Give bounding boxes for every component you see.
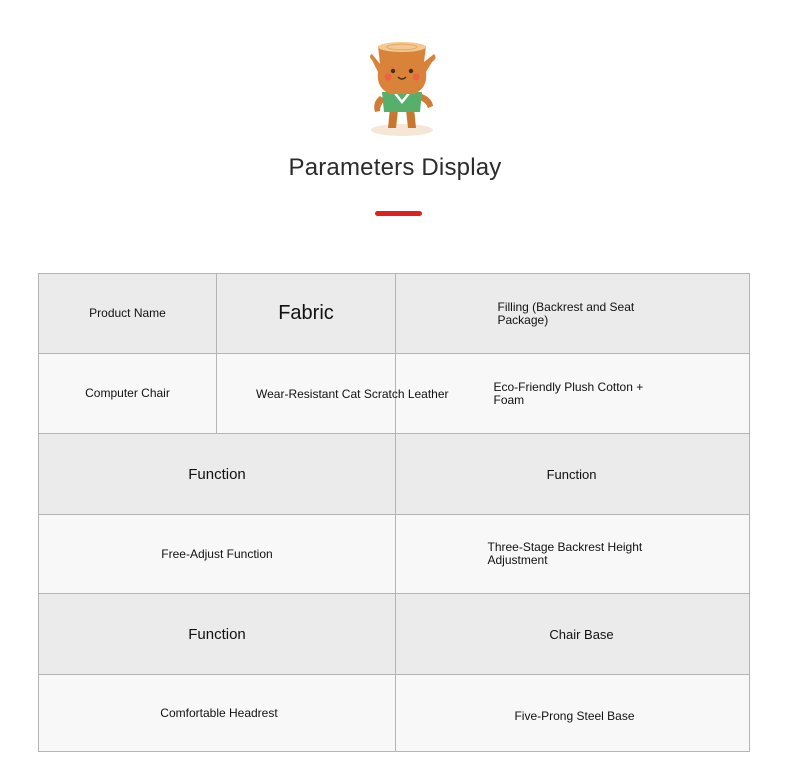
title-underline bbox=[375, 211, 422, 216]
table-cell-fabric-header bbox=[217, 274, 396, 354]
cell-text: Filling (Backrest and Seat Package) bbox=[497, 299, 635, 327]
cell-text: Chair Base bbox=[549, 626, 614, 642]
table-cell-chair-base-value bbox=[396, 675, 749, 751]
cell-text: Five-Prong Steel Base bbox=[514, 709, 635, 723]
table-cell-function-value-right bbox=[396, 515, 749, 594]
table-cell-function-header-left bbox=[39, 434, 396, 515]
tree-stump-mascot-icon bbox=[364, 38, 440, 138]
table-cell-product-name-label bbox=[39, 274, 217, 354]
table-cell-function-header-left-2 bbox=[39, 594, 396, 675]
cell-text: Function bbox=[546, 466, 597, 482]
table-cell-headrest-value bbox=[39, 675, 396, 751]
cell-text: Product Name bbox=[89, 306, 166, 320]
table-cell-fabric-value bbox=[217, 354, 449, 434]
cell-text: Function bbox=[188, 625, 246, 643]
cell-text: Comfortable Headrest bbox=[160, 705, 278, 720]
table-cell-function-header-right bbox=[396, 434, 749, 515]
table-cell-function-value-left bbox=[39, 515, 396, 594]
cell-text: Computer Chair bbox=[85, 386, 170, 400]
cell-text: Wear-Resistant Cat Scratch Leather bbox=[256, 387, 449, 401]
table-cell-chair-base-header bbox=[396, 594, 749, 675]
cell-text: Free-Adjust Function bbox=[161, 546, 273, 561]
table-cell-filling-value bbox=[396, 354, 749, 434]
page-title: Parameters Display bbox=[288, 154, 502, 181]
table-cell-filling-header bbox=[396, 274, 749, 354]
cell-text: Eco-Friendly Plush Cotton + Foam bbox=[493, 379, 644, 407]
cell-text: Three-Stage Backrest Height Adjustment bbox=[487, 540, 643, 567]
cell-text: Fabric bbox=[278, 302, 334, 324]
cell-text: Function bbox=[188, 465, 246, 483]
table-cell-product-name-value bbox=[39, 354, 217, 434]
parameters-table bbox=[38, 273, 750, 752]
